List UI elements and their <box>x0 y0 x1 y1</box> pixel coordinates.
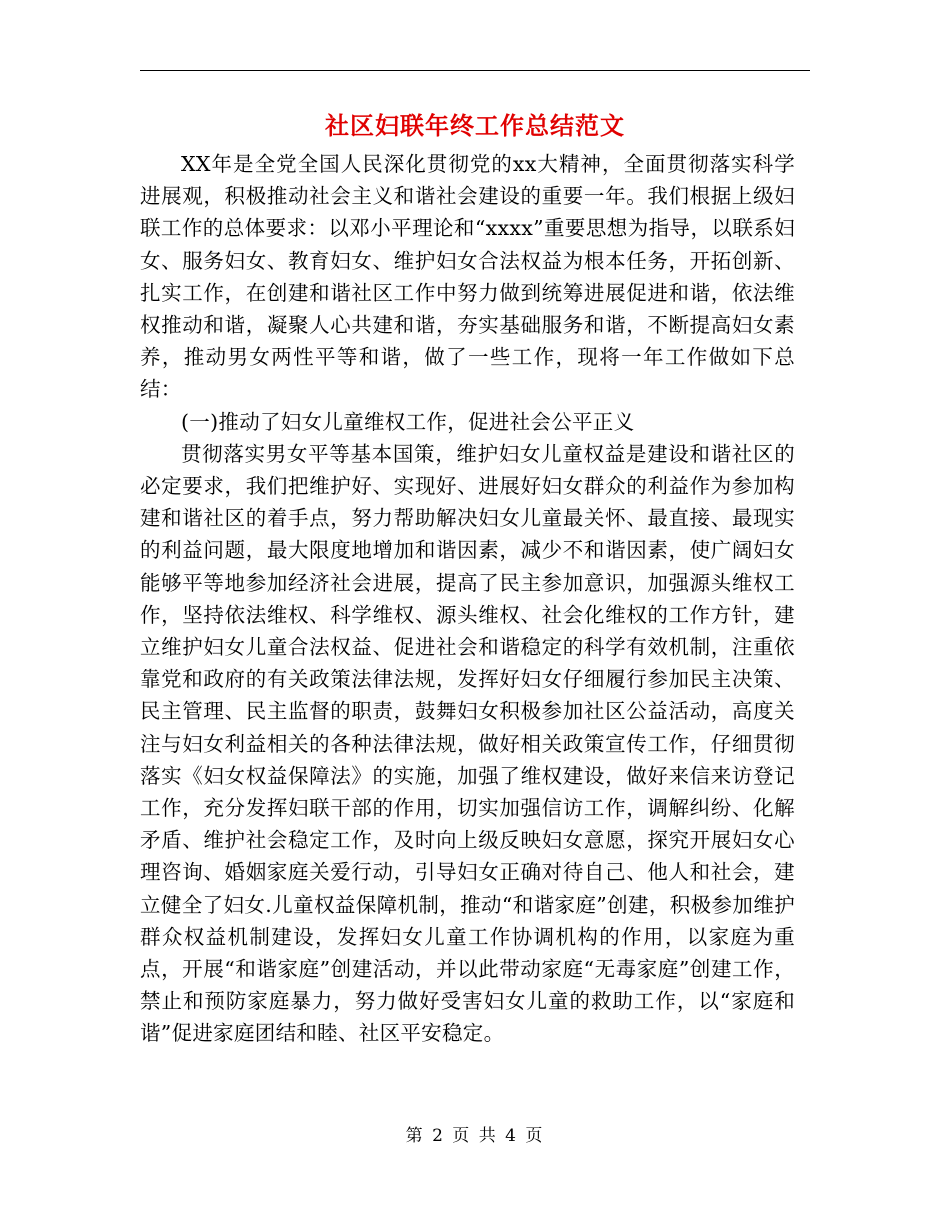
paragraph-section-1: 贯彻落实男女平等基本国策，维护妇女儿童权益是建设和谐社区的必定要求，我们把维护好、实现好、进展好妇女群众的利益作为参加构建和谐社区的着手点，努力帮助解决妇女儿童最关怀、最直接、最现实的利益问题，最大限度地增加和谐因素，减少不和谐因素，使广阔妇女能够平等地参加经济社会进展，提高了民主参加意识，加强源头维权工作，坚持依法维权、科学维权、源头维权、社会化维权的工作方针，建立维护妇女儿童合法权益、促进社会和谐稳定的科学有效机制，注重依靠党和政府的有关政策法律法规，发挥好妇女仔细履行参加民主决策、民主管理、民主监督的职责，鼓舞妇女积极参加社区公益活动，高度关注与妇女利益相关的各种法律法规，做好相关政策宣传工作，仔细贯彻落实《妇女权益保障法》的实施，加强了维权建设，做好来信来访登记工作，充分发挥妇联干部的作用，切实加强信访工作，调解纠纷、化解矛盾、维护社会稳定工作，及时向上级反映妇女意愿，探究开展妇女心理咨询、婚姻家庭关爱行动，引导妇女正确对待自己、他人和社会，建立健全了妇女.儿童权益保障机制，推动“和谐家庭”创建，积极参加维护群众权益机制建设，发挥妇女儿童工作协调机构的作用，以家庭为重点，开展“和谐家庭”创建活动，并以此带动家庭“无毒家庭”创建工作，禁止和预防家庭暴力，努力做好受害妇女儿童的救助工作，以“家庭和谐”促进家庭团结和睦、社区平安稳定。 <box>140 441 795 1046</box>
footer-total-pages: 4 <box>505 1126 518 1146</box>
footer-page-unit: 页 <box>452 1126 472 1146</box>
document-title: 社区妇联年终工作总结范文 <box>325 111 625 140</box>
footer-prefix: 第 <box>405 1126 425 1146</box>
footer-page-number: 2 <box>432 1126 445 1146</box>
paragraph-intro: XX年是全党全国人民深化贯彻党的xx大精神，全面贯彻落实科学进展观，积极推动社会主义和谐社会建设的重要一年。我们根据上级妇联工作的总体要求：以邓小平理论和“xxxx”重要思想为指导，以联系妇女、服务妇女、教育妇女、维护妇女合法权益为根本任务，开拓创新、扎实工作，在创建和谐社区工作中努力做到统筹进展促进和谐，依法维权推动和谐，凝聚人心共建和谐，夯实基础服务和谐，不断提高妇女素养，推动男女两性平等和谐，做了一些工作，现将一年工作做如下总结： <box>140 152 795 402</box>
section-heading-1: (一)推动了妇女儿童维权工作，促进社会公平正义 <box>181 409 635 434</box>
footer-total-unit: 页 <box>525 1126 545 1146</box>
footer-total-prefix: 共 <box>478 1126 498 1146</box>
header-rule <box>140 70 810 71</box>
page-footer <box>0 1124 950 1148</box>
document-body <box>140 148 795 1050</box>
